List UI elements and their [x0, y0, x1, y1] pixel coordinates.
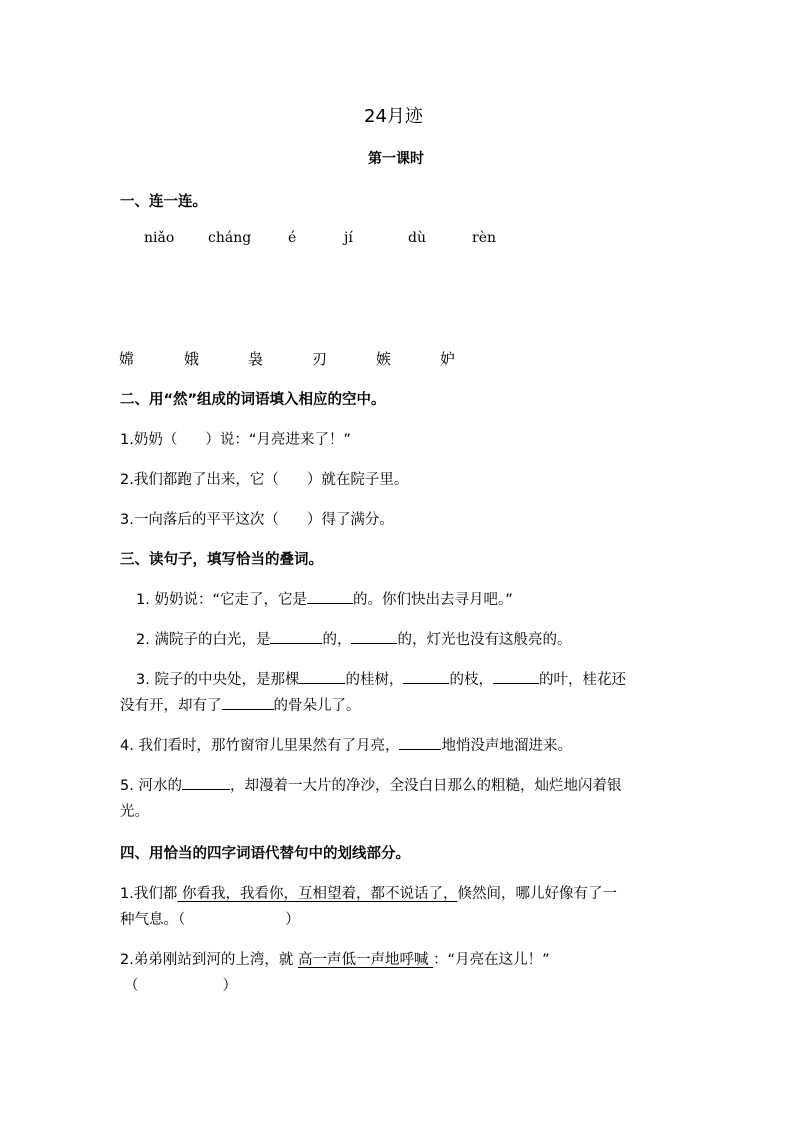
q3-text-c: 的枝， — [449, 672, 493, 688]
page-subtitle: 第一课时 — [368, 151, 424, 167]
idiom-q1-text-c: 种气息。（ — [120, 912, 186, 928]
reduplication-q1 — [136, 588, 513, 609]
q3-blank-3[interactable] — [493, 669, 539, 684]
q5-text-b: ，却漫着一大片的净沙，全没白日那么的粗糙，灿烂地闪着银 — [229, 778, 622, 794]
fill-item-2 — [120, 468, 408, 489]
idiom-q1-line2 — [120, 908, 300, 929]
pinyin-6: rèn — [472, 230, 496, 246]
idiom-q2-text-b: ：“月亮在这儿！” — [433, 952, 550, 968]
q2-text-b: 的， — [322, 632, 352, 648]
page-title: 24月迹 — [364, 106, 423, 127]
idiom-q2-line1 — [120, 948, 550, 969]
section3-heading: 三、读句子，填写恰当的叠词。 — [120, 552, 323, 568]
idiom-q1-text-d: ） — [285, 912, 300, 928]
character-3: 袅 — [248, 350, 264, 368]
pinyin-3: é — [288, 230, 297, 246]
section1-heading: 一、连一连。 — [120, 194, 207, 210]
idiom-q2-underlined: 高一声低一声地呼喊 — [297, 952, 434, 968]
idiom-q1-text-a: 1.我们都 — [120, 886, 178, 902]
section2-heading: 二、用“然”组成的词语填入相应的空中。 — [120, 392, 386, 408]
fill-item-3-prefix: 3.一向落后的平平这次（ — [120, 512, 279, 528]
reduplication-q5-line2: 光。 — [120, 804, 149, 820]
character-2: 娥 — [184, 350, 200, 368]
character-4: 刃 — [312, 350, 328, 368]
reduplication-q3-line1 — [136, 668, 626, 689]
fill-item-1 — [120, 428, 351, 449]
q3-text-d: 的叶，桂花还 — [538, 672, 626, 688]
q3-text-a: 3. 院子的中央处，是那棵 — [136, 672, 300, 688]
q1-blank[interactable] — [307, 589, 353, 604]
q2-blank-1[interactable] — [270, 629, 322, 644]
q5-blank[interactable] — [182, 775, 230, 790]
q3-text-b: 的桂树， — [345, 672, 404, 688]
idiom-q2-text-a: 2.弟弟刚站到河的上湾，就 — [120, 952, 298, 968]
reduplication-q2 — [136, 628, 571, 649]
character-1: 嫦 — [119, 350, 135, 368]
q3-blank-4[interactable] — [222, 695, 274, 710]
q5-text-a: 5. 河水的 — [120, 778, 182, 794]
fill-item-3 — [120, 508, 394, 529]
idiom-q1-text-b: 倏然间，哪儿好像有了一 — [457, 886, 617, 902]
reduplication-q5-line1 — [120, 774, 621, 795]
idiom-q2-text-c: （ — [124, 978, 139, 994]
idiom-q2-line2 — [124, 974, 237, 995]
fill-item-1-prefix: 1.奶奶（ — [120, 432, 178, 448]
pinyin-1: niǎo — [144, 230, 175, 246]
fill-item-3-suffix: ）得了满分。 — [306, 512, 394, 528]
reduplication-q3-line2 — [120, 694, 361, 715]
q1-text-b: 的。你们快出去寻月吧。” — [352, 592, 513, 608]
q3-blank-1[interactable] — [299, 669, 345, 684]
fill-item-2-prefix: 2.我们都跑了出来，它（ — [120, 472, 279, 488]
q3-text-f: 的骨朵儿了。 — [273, 698, 361, 714]
q4-text-a: 4. 我们看时，那竹窗帘儿里果然有了月亮， — [120, 738, 400, 754]
fill-item-1-suffix: ）说：“月亮进来了！” — [205, 432, 351, 448]
idiom-q2-text-d: ） — [222, 978, 237, 994]
section4-heading: 四、用恰当的四字词语代替句中的划线部分。 — [120, 846, 410, 862]
q2-text-c: 的，灯光也没有这般亮的。 — [397, 632, 572, 648]
q2-blank-2[interactable] — [351, 629, 397, 644]
q4-blank[interactable] — [399, 735, 441, 750]
q1-text-a: 1. 奶奶说：“它走了，它是 — [136, 592, 307, 608]
q3-blank-2[interactable] — [403, 669, 449, 684]
idiom-q1-underlined: 你看我，我看你，互相望着，都不说话了， — [177, 886, 458, 902]
q3-text-e: 没有开，却有了 — [120, 698, 222, 714]
q4-text-b: 地悄没声地溜进来。 — [441, 738, 572, 754]
reduplication-q4 — [120, 734, 572, 755]
pinyin-4: jí — [344, 230, 353, 246]
character-5: 嫉 — [376, 350, 392, 368]
fill-item-2-suffix: ）就在院子里。 — [306, 472, 409, 488]
character-6: 妒 — [440, 350, 456, 368]
idiom-q1-line1 — [120, 882, 617, 903]
q2-text-a: 2. 满院子的白光，是 — [136, 632, 271, 648]
pinyin-5: dù — [408, 230, 426, 246]
pinyin-2: cháng — [208, 230, 252, 246]
